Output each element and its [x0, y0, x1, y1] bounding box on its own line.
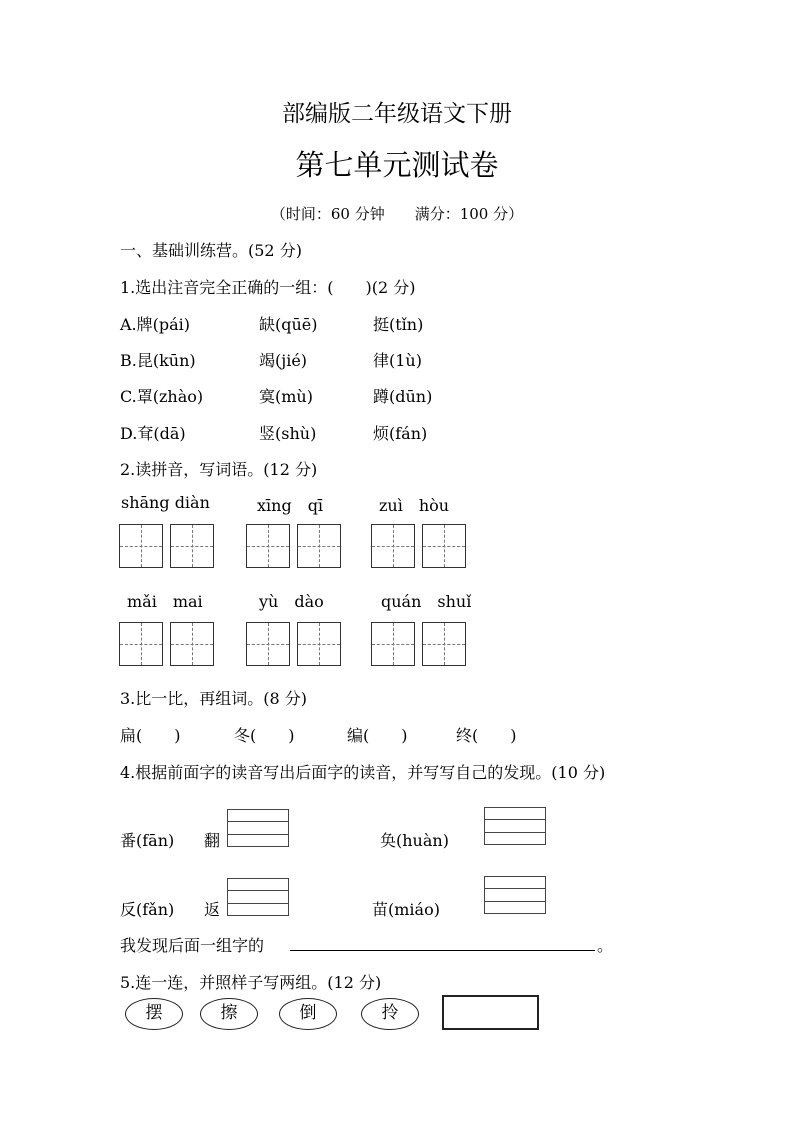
question-2-prompt: 2.读拼音，写词语。(12 分) [120, 460, 318, 479]
writing-grid-box[interactable] [170, 524, 214, 568]
q1-option-b-3: 律(1ù) [373, 351, 422, 370]
pinyin-label: shāng diàn [121, 493, 210, 512]
verb-oval[interactable]: 拎 [361, 998, 419, 1030]
section-heading: 一、基础训练营。(52 分) [120, 241, 302, 260]
q1-option-c-3: 蹲(dūn) [373, 387, 433, 406]
q1-option-b-2: 竭(jié) [259, 351, 308, 370]
pinyin-label: mǎi mai [127, 592, 203, 611]
writing-grid-box[interactable] [371, 622, 415, 666]
writing-grid-box[interactable] [119, 524, 163, 568]
q1-option-d-3: 烦(fán) [373, 424, 428, 443]
pinyin-label: xīng qī [257, 496, 324, 515]
q1-option-a-1: A.牌(pái) [120, 315, 191, 334]
pinyin-label: yù dào [259, 592, 324, 611]
question-3-prompt: 3.比一比，再组词。(8 分) [120, 689, 308, 708]
compare-item[interactable]: 终( ) [456, 726, 517, 745]
finding-prompt: 我发现后面一组字的 [120, 936, 265, 955]
q1-option-d-1: D.耷(dā) [120, 424, 186, 443]
q1-option-c-2: 寞(mù) [259, 387, 313, 406]
paper-title: 部编版二年级语文下册 [282, 101, 512, 127]
pinyin-writing-lines[interactable] [227, 878, 289, 916]
writing-grid-box[interactable] [297, 524, 341, 568]
writing-grid-box[interactable] [297, 622, 341, 666]
target-char: 返 [204, 900, 221, 919]
question-1-prompt: 1.选出注音完全正确的一组：( )(2 分) [120, 278, 416, 297]
finding-end-mark: 。 [597, 936, 614, 955]
q1-option-c-1: C.罩(zhào) [120, 387, 204, 406]
q1-option-b-1: B.昆(kūn) [120, 351, 196, 370]
writing-grid-box[interactable] [371, 524, 415, 568]
pinyin-label: quán shuǐ [381, 592, 472, 611]
target-char: 翻 [204, 831, 221, 850]
q1-option-d-2: 竖(shù) [259, 424, 317, 443]
pinyin-writing-lines[interactable] [227, 809, 289, 847]
paper-subtitle: 第七单元测试卷 [295, 148, 499, 182]
finding-answer-line[interactable] [290, 932, 595, 951]
question-5-prompt: 5.连一连，并照样子写两组。(12 分) [120, 973, 382, 992]
verb-oval[interactable]: 摆 [125, 998, 183, 1030]
writing-grid-box[interactable] [246, 622, 290, 666]
compare-item[interactable]: 编( ) [347, 726, 408, 745]
reference-char: 奂(huàn) [380, 831, 449, 850]
answer-box[interactable] [442, 995, 539, 1030]
pinyin-label: zuì hòu [379, 496, 450, 515]
writing-grid-box[interactable] [246, 524, 290, 568]
compare-item[interactable]: 扁( ) [120, 726, 181, 745]
time-score-info: （时间：60 分钟 满分：100 分） [270, 205, 524, 223]
pinyin-writing-lines[interactable] [484, 876, 546, 914]
q1-option-a-2: 缺(qūē) [259, 315, 318, 334]
writing-grid-box[interactable] [422, 622, 466, 666]
writing-grid-box[interactable] [119, 622, 163, 666]
reference-char: 番(fān) [120, 831, 175, 850]
reference-char: 反(fǎn) [120, 900, 175, 919]
writing-grid-box[interactable] [422, 524, 466, 568]
writing-grid-box[interactable] [170, 622, 214, 666]
question-4-prompt: 4.根据前面字的读音写出后面字的读音，并写写自己的发现。(10 分) [120, 763, 606, 782]
q1-option-a-3: 挺(tǐn) [373, 315, 424, 334]
verb-oval[interactable]: 倒 [279, 998, 337, 1030]
reference-char: 苗(miáo) [372, 900, 440, 919]
verb-oval[interactable]: 擦 [200, 998, 258, 1030]
compare-item[interactable]: 冬( ) [234, 726, 295, 745]
pinyin-writing-lines[interactable] [484, 807, 546, 845]
